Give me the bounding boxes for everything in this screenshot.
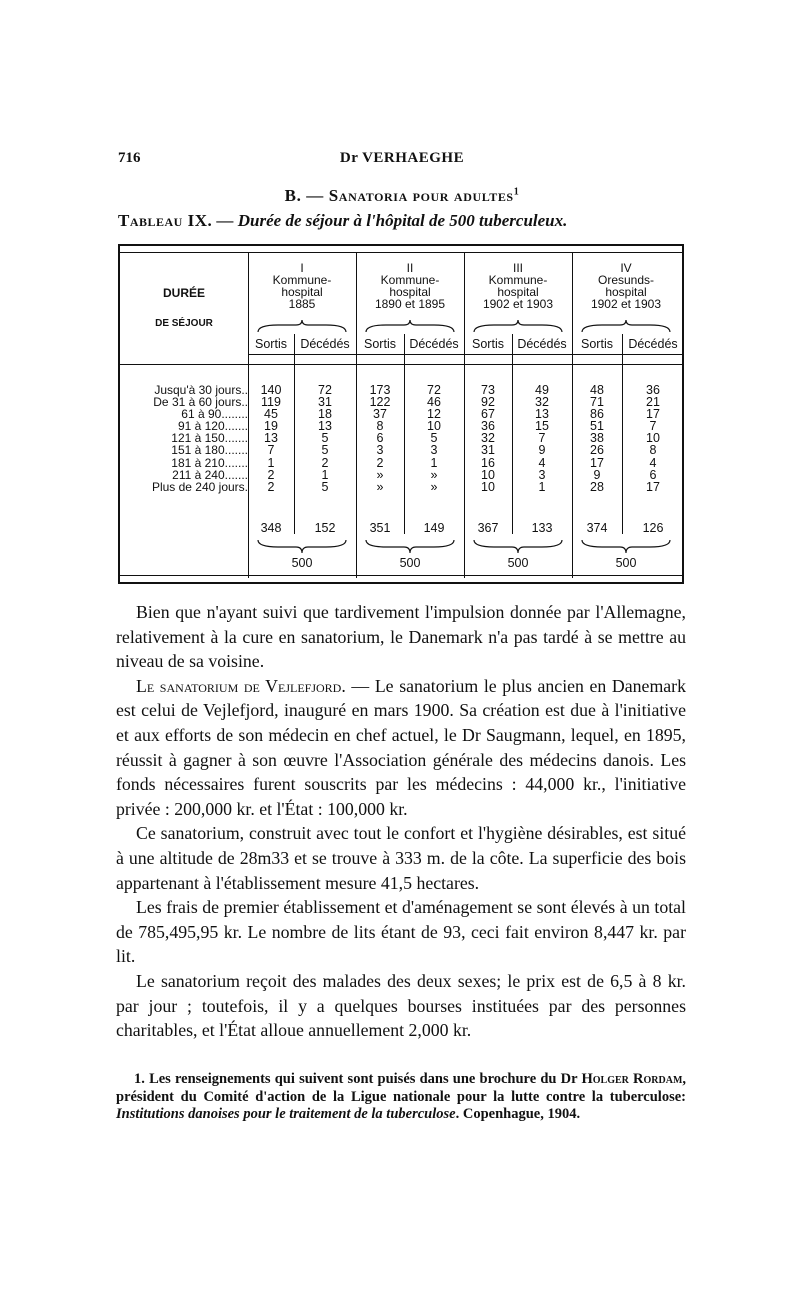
cell: 1 (321, 467, 329, 482)
subhead-sortis: Sortis (255, 337, 287, 351)
cell: 17 (590, 455, 604, 470)
group-name: Kommune- (488, 273, 548, 287)
cell: 10 (481, 467, 495, 482)
running-head-title: Dr VERHAEGHE (339, 150, 465, 166)
row-label: 91 à 120....... (177, 419, 248, 434)
group-name: hospital (497, 285, 539, 299)
table-caption (118, 211, 693, 231)
stub-head-duree: DURÉE (162, 286, 205, 300)
cell: 26 (590, 443, 604, 458)
cell: 48 (590, 383, 604, 397)
row-label: Plus de 240 jours. (151, 479, 248, 494)
cell: 37 (373, 407, 387, 422)
cell: 6 (376, 431, 384, 446)
cell: 13 (318, 419, 332, 434)
table-caption-label: Tableau IX. (118, 211, 213, 230)
cell: 10 (646, 431, 660, 446)
cell: 19 (264, 419, 278, 434)
cell: 122 (369, 395, 391, 410)
cell: 49 (535, 383, 549, 397)
total-cell: 374 (586, 521, 608, 535)
row-label: 211 à 240....... (172, 467, 248, 482)
table-caption-text: — Durée de séjour à l'hôpital de 500 tuberculeux. (216, 211, 568, 230)
footnote-text: , président du Comité d'action de la Ligue nationale pour la lutte contre la tuberculose: (116, 1071, 687, 1105)
cell: 36 (646, 383, 660, 397)
data-table (118, 244, 684, 584)
stub-head-sejour: DE SÉJOUR (155, 318, 213, 329)
cell: 8 (649, 443, 657, 458)
cell: 72 (427, 383, 441, 397)
col-iv-decedes (622, 384, 684, 493)
row-label: Jusqu'à 30 jours.. (154, 383, 248, 397)
subhead-sortis: Sortis (581, 337, 613, 351)
cell: 2 (267, 479, 275, 494)
cell: 28 (590, 479, 604, 494)
header-braces (248, 320, 686, 334)
group-years: 1885 (288, 297, 316, 311)
group-name: Oresunds- (597, 273, 655, 287)
cell: 119 (261, 395, 281, 410)
cell: 8 (376, 419, 384, 434)
section-title-footnote-mark: 1 (513, 186, 520, 198)
subhead-sortis: Sortis (472, 337, 504, 351)
cell: 3 (430, 443, 438, 458)
group-name: hospital (281, 285, 323, 299)
group-name: Kommune- (272, 273, 332, 287)
cell: 140 (260, 383, 282, 397)
cell: 2 (376, 455, 384, 470)
cell: 46 (427, 395, 441, 410)
subhead-decedes: Décédés (628, 337, 678, 351)
row-label: 61 à 90........ (181, 407, 248, 422)
paragraph-lead: Le sanatorium de Vejlefjord. (136, 675, 346, 696)
paragraph: Bien que n'ayant suivi que tardivement l'impulsion donnée par l'Allemagne, relativement à la cure en sanatorium, le Danemark n'a pas tardé à se mettre au niveau de sa voisine. (116, 602, 686, 672)
cell: 32 (481, 431, 495, 446)
group-head-3 (464, 262, 572, 310)
cell: 2 (321, 455, 329, 470)
cell: 5 (321, 431, 329, 446)
group-numeral: III (512, 261, 523, 275)
stub-column (126, 384, 248, 493)
cell: 73 (481, 383, 495, 397)
cell: 9 (538, 443, 546, 458)
grand-total: 500 (615, 556, 637, 570)
grand-total: 500 (399, 556, 421, 570)
col-i-sortis (248, 384, 294, 493)
col-iv-sortis (572, 384, 622, 493)
cell: 13 (535, 407, 549, 422)
cell: 1 (430, 455, 438, 470)
cell: 5 (321, 443, 329, 458)
cell: » (376, 467, 384, 482)
cell: 5 (430, 431, 438, 446)
group-name: Kommune- (380, 273, 440, 287)
cell: 17 (646, 407, 660, 422)
subhead-decedes: Décédés (517, 337, 567, 351)
col-ii-decedes (404, 384, 464, 493)
cell: 3 (538, 467, 546, 482)
col-iii-sortis (464, 384, 512, 493)
total-cell: 367 (477, 521, 499, 535)
running-header (118, 150, 686, 174)
cell: 51 (590, 419, 604, 434)
total-cell: 348 (260, 521, 282, 535)
total-cell: 126 (642, 521, 664, 535)
cell: 32 (535, 395, 549, 410)
cell: 4 (649, 455, 657, 470)
cell: 31 (481, 443, 495, 458)
group-name: hospital (389, 285, 431, 299)
cell: 9 (593, 467, 601, 482)
group-years: 1902 et 1903 (482, 297, 554, 311)
footnote-title: Institutions danoises pour le traitement de la tuberculose (116, 1106, 456, 1123)
cell: 15 (535, 419, 549, 434)
row-label: De 31 à 60 jours.. (153, 395, 248, 410)
cell: 4 (538, 455, 546, 470)
cell: 13 (264, 431, 278, 446)
cell: 67 (481, 407, 495, 422)
section-title (118, 186, 686, 206)
group-head-2 (356, 262, 464, 310)
group-numeral: II (406, 261, 414, 275)
cell: 12 (427, 407, 441, 422)
cell: 16 (481, 455, 495, 470)
cell: 36 (481, 419, 495, 434)
paragraph: Le sanatorium reçoit des malades des deux sexes; le prix est de 6,5 à 8 kr. par jour ; toutefois, il y a quelques bourses instituées par des personnes charitables, et l'État alloue annuellement 2,000 kr. (116, 970, 686, 1041)
cell: 86 (590, 407, 604, 422)
group-years: 1890 et 1895 (374, 297, 446, 311)
col-i-decedes (294, 384, 356, 493)
footnote-text: . Copenhague, 1904. (455, 1106, 581, 1123)
cell: 72 (318, 383, 332, 397)
paragraph (116, 674, 686, 822)
cell: 38 (590, 431, 604, 446)
footnote (116, 1071, 686, 1124)
total-cell: 351 (369, 521, 391, 535)
cell: 92 (481, 395, 495, 410)
cell: 45 (264, 407, 278, 422)
cell: 173 (369, 383, 391, 397)
cell: 5 (321, 479, 329, 494)
cell: 31 (318, 395, 332, 410)
cell: 1 (267, 455, 275, 470)
page-number: 716 (118, 150, 141, 166)
cell: 10 (481, 479, 495, 494)
footnote-author: Holger Rordam (581, 1071, 683, 1087)
group-numeral: I (300, 261, 304, 275)
grand-total: 500 (507, 556, 529, 570)
body-text (116, 600, 686, 1043)
subhead-decedes: Décédés (409, 337, 459, 351)
row-label: 121 à 150....... (171, 431, 248, 446)
group-numeral: IV (620, 261, 632, 275)
col-ii-sortis (356, 384, 404, 493)
cell: 7 (538, 431, 546, 446)
cell: » (376, 479, 384, 494)
group-years: 1902 et 1903 (590, 297, 662, 311)
subhead-decedes: Décédés (300, 337, 350, 351)
paragraph: Ce sanatorium, construit avec tout le confort et l'hygiène désirables, est situé à une altitude de 28m33 et se trouve à 333 m. de la côte. La superficie des bois appartenant à l'établissement mesure 41,5 hectares. (116, 823, 686, 893)
footnote-number: 1. (134, 1071, 145, 1087)
row-label: 151 à 180....... (171, 443, 248, 458)
total-cell: 133 (531, 521, 553, 535)
grand-total: 500 (291, 556, 313, 570)
cell: 2 (267, 467, 275, 482)
col-iii-decedes (512, 384, 572, 493)
cell: 21 (646, 395, 660, 410)
total-cell: 149 (423, 521, 445, 535)
paragraph: Les frais de premier établissement et d'aménagement se sont élevés à un total de 785,495,95 kr. Le nombre de lits étant de 93, ceci fait environ 8,447 kr. par lit. (116, 897, 686, 967)
cell: 3 (376, 443, 384, 458)
footnote-text: Les renseignements qui suivent sont puisés dans une brochure du Dr (149, 1071, 578, 1087)
cell: 6 (649, 467, 657, 482)
cell: 1 (538, 479, 546, 494)
cell: 18 (318, 407, 332, 422)
paragraph-text: — Le sanatorium le plus ancien en Danemark est celui de Vejlefjord, inauguré en mars 1900. Sa création est due à l'initiative et aux efforts de son médecin en chef actuel, le Dr Saugmann, lequel, en 1895, réussit à gagner à son œuvre l'Association générale des médecins danois. Les fonds nécessaires furent souscrits par les médecins : 44,000 kr., l'initiative privée : 200,000 kr. et l'État : 100,000 kr. (116, 675, 686, 819)
cell: 7 (649, 419, 657, 434)
cell: » (430, 479, 438, 494)
group-head-1 (248, 262, 356, 310)
subhead-sortis: Sortis (364, 337, 396, 351)
row-label: 181 à 210....... (171, 455, 248, 470)
cell: » (430, 467, 438, 482)
cell: 10 (427, 419, 441, 434)
section-title-text: B. — Sanatoria pour adultes (284, 186, 514, 205)
cell: 17 (646, 479, 660, 494)
cell: 7 (267, 443, 275, 458)
total-braces (248, 540, 686, 554)
cell: 71 (590, 395, 604, 410)
group-name: hospital (605, 285, 647, 299)
group-head-4 (572, 262, 680, 310)
total-cell: 152 (314, 521, 336, 535)
